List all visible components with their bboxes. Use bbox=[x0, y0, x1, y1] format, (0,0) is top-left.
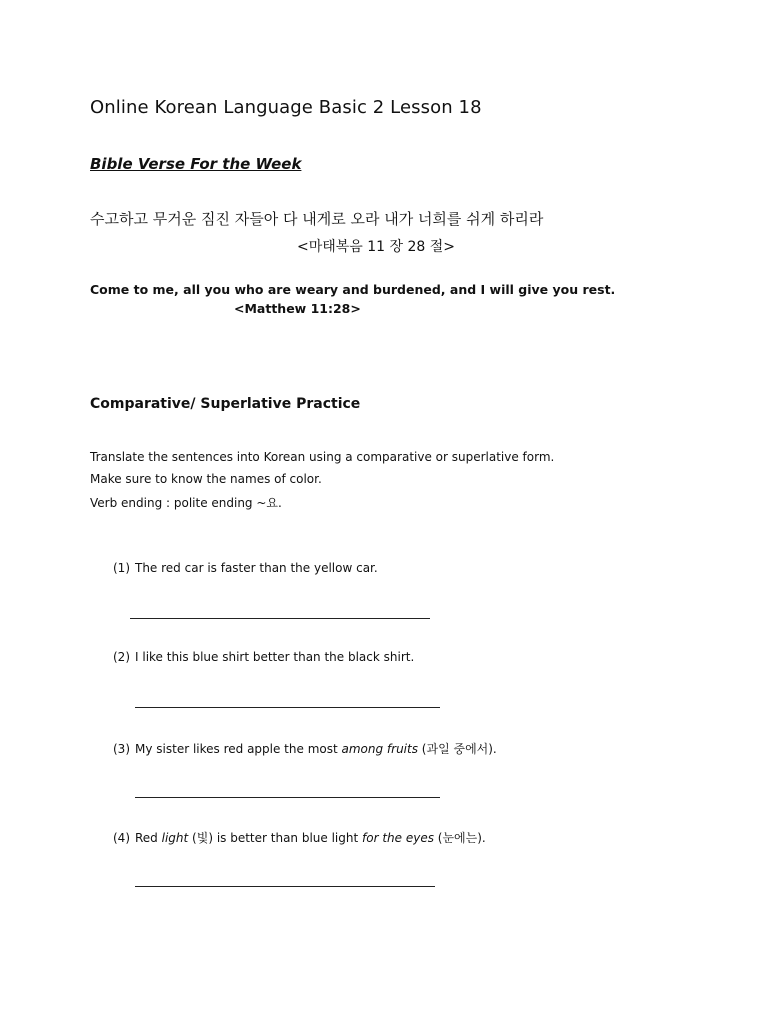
page-title: Online Korean Language Basic 2 Lesson 18 bbox=[90, 97, 482, 118]
instruction-line: Translate the sentences into Korean using a comparative or superlative form. bbox=[90, 450, 555, 464]
question-text: I like this blue shirt better than the black shirt. bbox=[135, 650, 415, 664]
question-emphasis: for the eyes bbox=[362, 831, 434, 845]
question-number: (4) bbox=[113, 831, 130, 845]
answer-line-4[interactable] bbox=[135, 886, 435, 887]
question-text: Red bbox=[135, 831, 162, 845]
question-3 bbox=[113, 740, 497, 757]
korean-verse-text: 수고하고 무거운 짐진 자들아 다 내게로 오라 내가 너희를 쉬게 하리라 bbox=[90, 210, 544, 228]
question-text: (과일 중에서). bbox=[417, 742, 497, 756]
answer-line-1[interactable] bbox=[130, 618, 430, 619]
question-4 bbox=[113, 829, 486, 846]
english-verse-text: Come to me, all you who are weary and burdened, and I will give you rest. bbox=[90, 282, 616, 297]
question-2 bbox=[113, 650, 414, 664]
practice-heading: Comparative/ Superlative Practice bbox=[90, 396, 361, 412]
instruction-line: Make sure to know the names of color. bbox=[90, 472, 322, 486]
question-number: (1) bbox=[113, 561, 130, 575]
question-emphasis: light bbox=[161, 831, 189, 845]
question-text: My sister likes red apple the most bbox=[135, 742, 342, 756]
english-verse-reference: <Matthew 11:28> bbox=[234, 301, 361, 316]
question-emphasis: among fruits bbox=[341, 742, 418, 756]
question-text: (눈에는). bbox=[433, 831, 486, 845]
question-text: The red car is faster than the yellow car. bbox=[135, 561, 378, 575]
question-number: (3) bbox=[113, 742, 130, 756]
question-1 bbox=[113, 561, 378, 575]
verse-heading: Bible Verse For the Week bbox=[90, 155, 302, 173]
instruction-line: Verb ending : polite ending ~요. bbox=[90, 496, 282, 510]
answer-line-3[interactable] bbox=[135, 797, 440, 798]
korean-verse-reference: <마태복음 11 장 28 절> bbox=[297, 239, 456, 255]
answer-line-2[interactable] bbox=[135, 707, 440, 708]
question-text: (빛) is better than blue light bbox=[188, 831, 363, 845]
question-number: (2) bbox=[113, 650, 130, 664]
